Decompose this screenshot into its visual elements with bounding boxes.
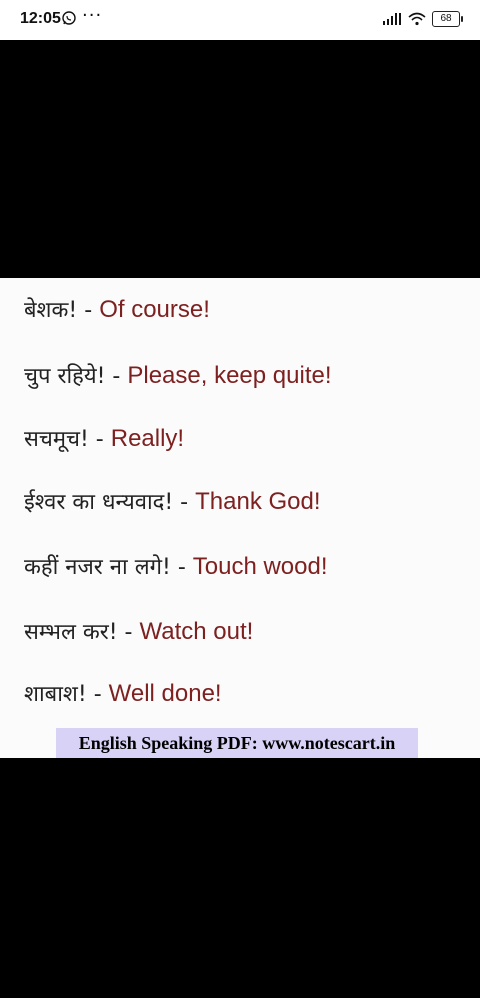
english-phrase: Please, keep quite! [127,362,332,389]
signal-icon [382,12,402,26]
status-bar [0,0,480,40]
status-icons [382,11,460,27]
hindi-phrase: शाबाश! [24,682,87,707]
phrase-row [24,294,210,324]
phrase-row [24,486,321,516]
separator: - [88,427,111,452]
phrase-row [24,360,332,390]
english-phrase: Of course! [99,296,210,323]
english-phrase: Really! [110,425,185,452]
hindi-phrase: ईश्वर का धन्यवाद! [24,490,174,515]
separator: - [170,555,193,580]
phrase-row [24,551,328,581]
wifi-icon [408,12,426,26]
whatsapp-icon [62,11,76,25]
separator: - [173,490,196,515]
separator: - [77,298,100,323]
separator: - [105,364,128,389]
english-phrase: Thank God! [195,488,321,515]
english-phrase: Touch wood! [192,553,328,580]
hindi-phrase: चुप रहिये! [24,364,106,389]
separator: - [86,682,109,707]
phrase-row [24,678,222,708]
phrase-image [0,278,480,758]
status-time: 12:05 [20,10,61,27]
separator: - [117,620,140,645]
hindi-phrase: कहीं नजर ना लगे! [24,555,171,580]
phrase-row [24,423,184,453]
more-notifications-indicator: ··· [82,5,103,26]
footer-banner: English Speaking PDF: www.notescart.in [56,728,418,758]
english-phrase: Well done! [108,680,222,707]
hindi-phrase: सम्भल कर! [24,620,118,645]
phrase-row [24,616,253,646]
battery-icon: 68 [432,11,460,27]
hindi-phrase: सचमूच! [24,427,89,452]
english-phrase: Watch out! [139,618,254,645]
hindi-phrase: बेशक! [24,298,78,323]
